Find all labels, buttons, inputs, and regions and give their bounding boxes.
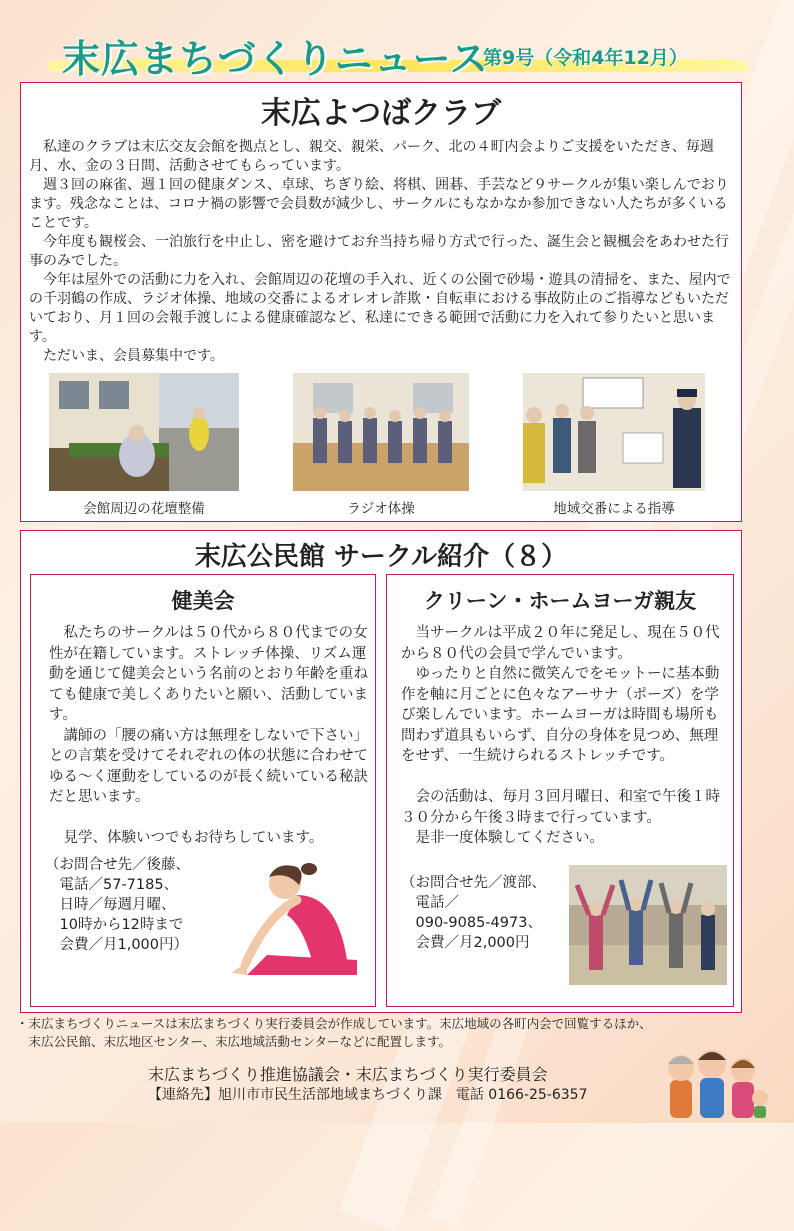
stretching-woman-illustration <box>227 855 367 985</box>
organization-name: 末広まちづくり推進協議会・末広まちづくり実行委員会 <box>148 1065 548 1084</box>
section-body: 私達のクラブは末広交友会館を拠点とし、親交、親栄、パーク、北の４町内会よりご支援をいただき、毎週月、水、金の３日間、活動させてもらっています。 週３回の麻雀、週１回の健康ダンス、卓球、ちぎり絵、将棋、囲碁、手芸など９サークルが集い楽しんでおります。残念なことは、コロナ禍の影響で会員数が減少し、サークルにもなかなか参加できない人たちが多くいることです。 今年度も観桜会、一泊旅行を中止し、密を避けてお弁当持ち帰り方式で行った、誕生会と観楓会をあわせた行事のみでした。 今年は屋外での活動に力を入れ、会館周辺の花壇の手入れ、近くの公園で砂場・遊具の清掃を、また、屋内での千羽鶴の作成、ラジオ体操、地域の交番によるオレオレ詐欺・自転車における事故防止のご指導などもいただいており、月１回の会報手渡しによる健康確認など、私達にできる範囲で活動に力を入れて参りたいと思います。 ただいま、会員募集中です。 <box>29 139 731 364</box>
photo-flowerbed <box>49 373 239 491</box>
kenbikai-circle <box>30 574 376 1007</box>
circle-title: クリーン・ホームヨーガ親友 <box>423 589 697 613</box>
circle-contact: （お問合せ先／後藤、 電話／57-7185、 日時／毎週月曜、 10時から12時まで 会費／月1,000円） <box>45 857 190 953</box>
section-title: 末広公民館 サークル紹介（８） <box>194 542 568 572</box>
photo-caption: ラジオ体操 <box>347 501 415 517</box>
circle-title: 健美会 <box>171 589 235 613</box>
photo-radio-exercise <box>293 373 469 491</box>
newsletter-title: 末広まちづくりニュース <box>62 37 489 81</box>
circle-contact: （お問合せ先／渡部、 電話／ 090-9085-4973、 会費／月2,000円 <box>401 875 546 951</box>
contact-info: 【連絡先】旭川市市民生活部地域まちづくり課 電話 0166-25-6357 <box>148 1087 588 1103</box>
distribution-note: ・末広まちづくりニュースは末広まちづくり実行委員会が作成しています。末広地域の各町内会で回覧するほか、 末広公民館、末広地区センター、末広地域活動センターなどに配置します。 <box>16 1016 652 1049</box>
photo-caption: 会館周辺の花壇整備 <box>83 501 205 517</box>
family-illustration <box>660 1030 770 1118</box>
photo-caption: 地域交番による指導 <box>553 501 675 517</box>
section-title: 末広よつばクラブ <box>261 96 501 131</box>
photo-police-guidance <box>523 373 705 491</box>
circle-body: 私たちのサークルは５０代から８０代までの女性が在籍しています。ストレッチ体操、リズム運動を通じて健美会という名前のとおり年齢を重ねても健康で美しくありたいと願い、活動しています。 講師の「腰の痛い方は無理をしないで下さい」との言葉を受けてそれぞれの体の状態に合わせてゆる～く運動をしているのが長く続いている秘訣だと思います。 見学、体験いつでもお待ちしています。 <box>49 625 368 846</box>
yotsuba-club-section <box>20 82 742 522</box>
yoga-circle <box>386 574 734 1007</box>
photo-yoga-class <box>569 865 727 985</box>
issue-number: 第9号（令和4年12月） <box>483 47 688 69</box>
circle-body: 当サークルは平成２０年に発足し、現在５０代から８０代の会員で学んでいます。 ゆったりと自然に微笑んでをモットーに基本動作を軸に月ごとに色々なアーサナ（ポーズ）を学び楽しんでいます。ホームヨーガは時間も場所も問わず道具もいらず、自分の身体を見つめ、無理をせず、一生続けられるストレッチです。 会の活動は、毎月３回月曜日、和室で午後１時３０分から午後３時まで行っています。 是非一度体験してください。 <box>401 625 720 846</box>
